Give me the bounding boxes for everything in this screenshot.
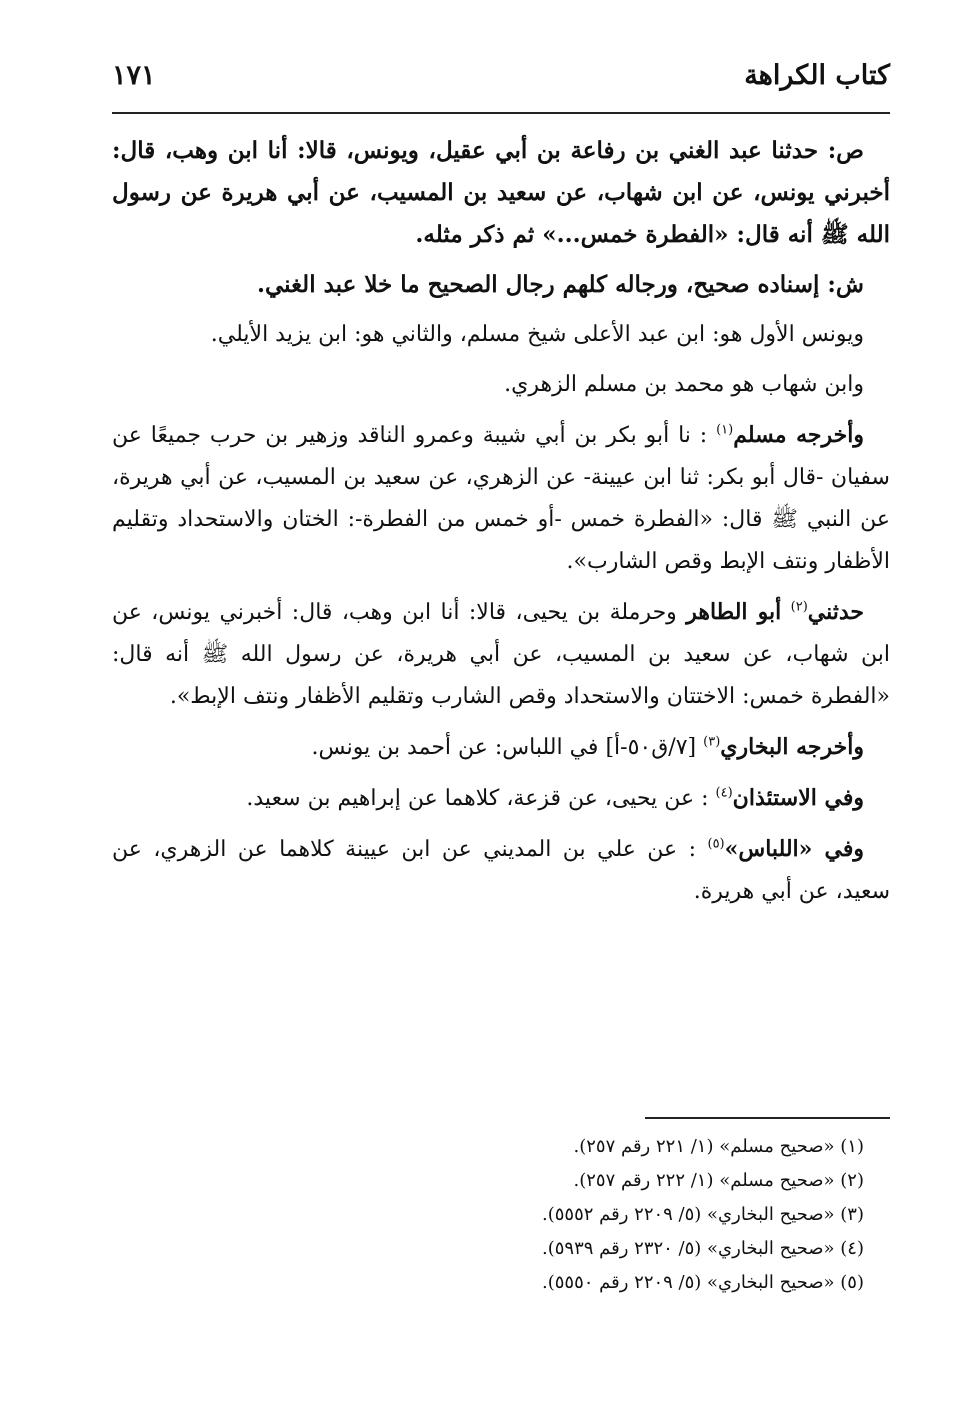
takhrij-paragraph [112, 777, 890, 820]
hadith-text-paragraph [112, 130, 890, 256]
paragraph-lead: حدثني [807, 599, 865, 625]
footnote-marker[interactable]: (١) [716, 422, 734, 438]
paragraph-text: [٧/ق٥٠-أ] في اللباس: عن أحمد بن يونس. [311, 735, 697, 760]
footnote-divider [645, 1117, 890, 1119]
page-number: ١٧١ [112, 60, 156, 91]
takhrij-paragraph [112, 726, 890, 769]
footnote: (٣) «صحيح البخاري» (٥/ ٢٢٠٩ رقم ٥٥٥٢). [542, 1204, 864, 1225]
takhrij-paragraph [112, 414, 890, 583]
footnote: (٥) «صحيح البخاري» (٥/ ٢٢٠٩ رقم ٥٥٥٠). [542, 1272, 864, 1293]
paragraph-text: : عن علي بن المديني عن ابن عيينة كلاهما عن الزهري، عن سعيد، عن أبي هريرة. [112, 837, 890, 904]
footnote-marker[interactable]: (٤) [715, 785, 733, 801]
paragraph-lead: أبو الطاهر [686, 599, 782, 625]
narrator-note-paragraph [112, 364, 890, 406]
paragraph-text: وحرملة بن يحيى، قالا: أنا ابن وهب، قال: أخبرني يونس، عن ابن شهاب، عن سعيد بن المسيب، عن أبي هريرة، عن رسول الله ﷺ أنه قال: «الفطرة خمس: الاختتان والاستحداد وقص الشارب وتقليم الأظفار ونتف الإبط». [112, 600, 890, 709]
page-header [112, 58, 890, 98]
footnote: (٤) «صحيح البخاري» (٥/ ٢٣٢٠ رقم ٥٩٣٩). [542, 1238, 864, 1259]
footnote: (٢) «صحيح مسلم» (١/ ٢٢٢ رقم ٢٥٧). [573, 1170, 864, 1191]
takhrij-paragraph [112, 591, 890, 718]
main-text [112, 130, 890, 921]
paragraph-lead: وأخرجه البخاري [720, 734, 864, 760]
header-divider [112, 112, 890, 114]
paragraph-lead: وأخرجه مسلم [733, 422, 864, 448]
paragraph-text: ويونس الأول هو: ابن عبد الأعلى شيخ مسلم، والثاني هو: ابن يزيد الأيلي. [210, 322, 864, 347]
commentary-paragraph [112, 264, 890, 306]
paragraph-text: ش: إسناده صحيح، ورجاله كلهم رجال الصحيح ما خلا عبد الغني. [256, 271, 864, 298]
paragraph-text: وابن شهاب هو محمد بن مسلم الزهري. [504, 372, 864, 397]
footnote-marker[interactable]: (٢) [790, 599, 808, 615]
paragraph-lead: وفي الاستئذان [732, 785, 864, 811]
footnotes [112, 1130, 890, 1300]
takhrij-paragraph [112, 828, 890, 913]
narrator-note-paragraph [112, 314, 890, 356]
footnote-marker[interactable]: (٥) [707, 836, 725, 852]
running-title: كتاب الكراهة [744, 60, 890, 91]
paragraph-text: : نا أبو بكر بن أبي شيبة وعمرو الناقد وزهير بن حرب جميعًا عن سفيان -قال أبو بكر: ثنا ابن عيينة- عن الزهري، عن سعيد بن المسيب، عن أبي هريرة، عن النبي ﷺ قال: «الفطرة خمس -أو خمس من الفطرة-: الختان والاستحداد وتقليم الأظفار ونتف الإبط وقص الشارب». [112, 423, 890, 574]
footnote: (١) «صحيح مسلم» (١/ ٢٢١ رقم ٢٥٧). [573, 1136, 864, 1157]
paragraph-text: : عن يحيى، عن قزعة، كلاهما عن إبراهيم بن سعيد. [246, 786, 709, 811]
footnote-marker[interactable]: (٣) [703, 734, 721, 750]
paragraph-text: ص: حدثنا عبد الغني بن رفاعة بن أبي عقيل، ويونس، قالا: أنا ابن وهب، قال: أخبرني يونس، عن ابن شهاب، عن سعيد بن المسيب، عن أبي هريرة عن رسول الله ﷺ أنه قال: «الفطرة خمس...» ثم ذكر مثله. [112, 137, 890, 248]
paragraph-lead: وفي «اللباس» [724, 836, 865, 862]
